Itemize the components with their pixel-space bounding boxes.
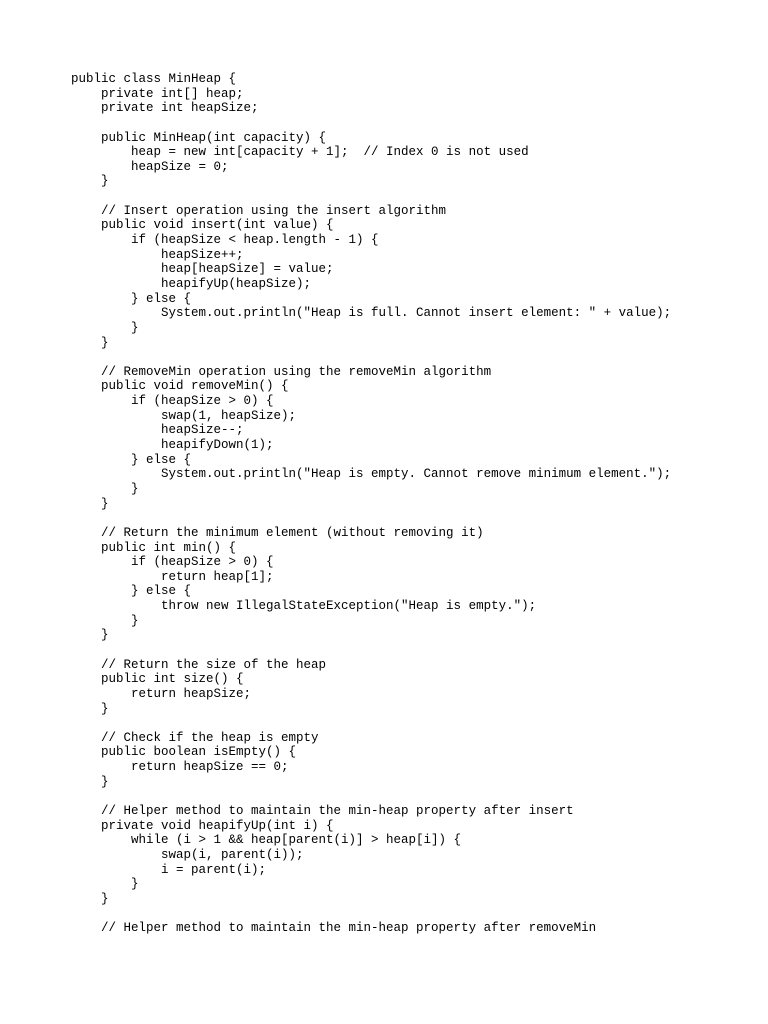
code-line: swap(1, heapSize); xyxy=(71,408,297,423)
code-line: } xyxy=(71,320,139,335)
code-line: // Return the minimum element (without removing it) xyxy=(71,525,484,540)
code-line: // Helper method to maintain the min-heap property after insert xyxy=(71,804,574,819)
code-line: // Insert operation using the insert algorithm xyxy=(71,203,447,218)
code-line: heapSize--; xyxy=(71,423,244,438)
code-line: } xyxy=(71,613,139,628)
code-line: heapifyDown(1); xyxy=(71,438,274,453)
code-line: } else { xyxy=(71,291,192,306)
code-line: if (heapSize < heap.length - 1) { xyxy=(71,233,379,248)
code-line: heapifyUp(heapSize); xyxy=(71,276,312,291)
code-line: public void removeMin() { xyxy=(71,379,289,394)
code-line: private void heapifyUp(int i) { xyxy=(71,818,334,833)
code-line: heap = new int[capacity + 1]; // Index 0 is not used xyxy=(71,145,529,160)
code-line xyxy=(71,789,671,804)
code-line: } xyxy=(71,701,109,716)
code-line: if (heapSize > 0) { xyxy=(71,394,274,409)
code-line xyxy=(71,189,671,204)
code-line xyxy=(71,643,671,658)
code-line: while (i > 1 && heap[parent(i)] > heap[i]) { xyxy=(71,833,462,848)
code-line xyxy=(71,350,671,365)
code-line xyxy=(71,716,671,731)
code-line xyxy=(71,511,671,526)
code-line: } xyxy=(71,174,109,189)
code-listing xyxy=(71,72,671,936)
code-line: public void insert(int value) { xyxy=(71,218,334,233)
code-line: System.out.println("Heap is empty. Cannot remove minimum element."); xyxy=(71,467,672,482)
code-line: public int min() { xyxy=(71,540,237,555)
code-line: return heapSize == 0; xyxy=(71,760,289,775)
code-line: private int heapSize; xyxy=(71,101,259,116)
code-line xyxy=(71,116,671,131)
code-line: private int[] heap; xyxy=(71,86,244,101)
code-line xyxy=(71,907,671,922)
code-line: } xyxy=(71,628,109,643)
code-line: heapSize = 0; xyxy=(71,159,229,174)
code-line: throw new IllegalStateException("Heap is empty."); xyxy=(71,599,537,614)
code-line: } xyxy=(71,481,139,496)
code-line: } xyxy=(71,774,109,789)
code-line: System.out.println("Heap is full. Cannot insert element: " + value); xyxy=(71,306,672,321)
code-line: return heapSize; xyxy=(71,686,252,701)
code-line: i = parent(i); xyxy=(71,862,267,877)
code-line: public int size() { xyxy=(71,672,244,687)
code-line: } xyxy=(71,891,109,906)
code-line: return heap[1]; xyxy=(71,569,274,584)
code-line: } xyxy=(71,496,109,511)
code-line: // Return the size of the heap xyxy=(71,657,327,672)
code-line: public MinHeap(int capacity) { xyxy=(71,130,327,145)
code-line: } xyxy=(71,877,139,892)
code-line: public class MinHeap { xyxy=(71,72,237,86)
code-line: // RemoveMin operation using the removeMin algorithm xyxy=(71,364,492,379)
code-line: public boolean isEmpty() { xyxy=(71,745,297,760)
code-line: if (heapSize > 0) { xyxy=(71,555,274,570)
code-line: heap[heapSize] = value; xyxy=(71,262,334,277)
code-line: } else { xyxy=(71,584,192,599)
code-line: // Helper method to maintain the min-heap property after removeMin xyxy=(71,921,597,936)
code-line: swap(i, parent(i)); xyxy=(71,847,304,862)
code-line: } xyxy=(71,335,109,350)
code-line: // Check if the heap is empty xyxy=(71,730,319,745)
code-line: } else { xyxy=(71,452,192,467)
code-line: heapSize++; xyxy=(71,247,244,262)
